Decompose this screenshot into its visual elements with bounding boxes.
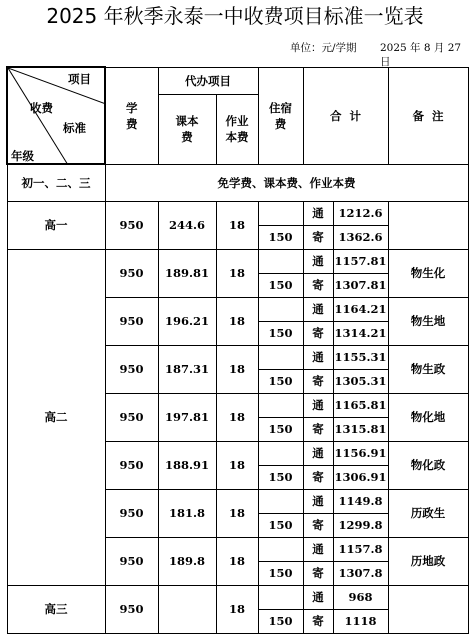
remark-cell: 历地政	[388, 537, 468, 585]
boarding-label-cell: 寄	[303, 369, 333, 393]
textbook-cell: 181.8	[158, 489, 216, 537]
header-lodging: 住宿费	[258, 67, 303, 164]
boarding-label-cell: 寄	[303, 465, 333, 489]
grade-cell: 高二	[7, 249, 105, 585]
tuition-cell: 950	[105, 537, 158, 585]
lodging-empty-cell	[258, 537, 303, 561]
day-label-cell: 通	[303, 585, 333, 609]
boarding-label-cell: 寄	[303, 417, 333, 441]
homework-cell: 18	[216, 585, 258, 633]
boarding-total-cell: 1362.6	[333, 225, 388, 249]
day-label-cell: 通	[303, 345, 333, 369]
textbook-cell: 189.81	[158, 249, 216, 297]
header-tuition: 学费	[105, 67, 158, 164]
corner-grade-label: 年级	[11, 149, 34, 163]
textbook-cell: 189.8	[158, 537, 216, 585]
remark-cell: 物生政	[388, 345, 468, 393]
boarding-total-cell: 1305.31	[333, 369, 388, 393]
tuition-cell: 950	[105, 201, 158, 249]
textbook-cell: 197.81	[158, 393, 216, 441]
day-total-cell: 1212.6	[333, 201, 388, 225]
lodging-cell: 150	[258, 321, 303, 345]
header-textbook: 课本费	[158, 94, 216, 164]
day-label-cell: 通	[303, 297, 333, 321]
tuition-cell: 950	[105, 249, 158, 297]
boarding-total-cell: 1315.81	[333, 417, 388, 441]
day-total-cell: 968	[333, 585, 388, 609]
boarding-total-cell: 1299.8	[333, 513, 388, 537]
homework-cell: 18	[216, 537, 258, 585]
day-label-cell: 通	[303, 249, 333, 273]
remark-cell	[388, 585, 468, 633]
boarding-total-cell: 1314.21	[333, 321, 388, 345]
lodging-cell: 150	[258, 417, 303, 441]
grade-cell: 高三	[7, 585, 105, 633]
lodging-cell: 150	[258, 273, 303, 297]
table-row	[7, 201, 468, 225]
homework-cell: 18	[216, 297, 258, 345]
tuition-cell: 950	[105, 393, 158, 441]
textbook-cell	[158, 585, 216, 633]
boarding-total-cell: 1307.81	[333, 273, 388, 297]
lodging-cell: 150	[258, 609, 303, 633]
boarding-label-cell: 寄	[303, 321, 333, 345]
lodging-empty-cell	[258, 249, 303, 273]
corner-fee-label: 收费	[30, 101, 53, 115]
day-label-cell: 通	[303, 441, 333, 465]
table-row	[7, 585, 468, 609]
remark-cell: 物化政	[388, 441, 468, 489]
lodging-cell: 150	[258, 225, 303, 249]
corner-header-cell	[7, 67, 105, 164]
junior-grade-cell: 初一、二、三	[7, 164, 105, 201]
homework-cell: 18	[216, 249, 258, 297]
lodging-cell: 150	[258, 513, 303, 537]
boarding-total-cell: 1307.8	[333, 561, 388, 585]
day-total-cell: 1164.21	[333, 297, 388, 321]
day-label-cell: 通	[303, 201, 333, 225]
junior-note-cell: 免学费、课本费、作业本费	[105, 164, 468, 201]
corner-item-label: 项目	[68, 72, 91, 86]
unit-label: 单位：元/学期	[290, 42, 357, 54]
homework-cell: 18	[216, 441, 258, 489]
table-row	[7, 249, 468, 273]
tuition-cell: 950	[105, 297, 158, 345]
header-total: 合 计	[303, 67, 388, 164]
lodging-cell: 150	[258, 465, 303, 489]
day-label-cell: 通	[303, 537, 333, 561]
day-total-cell: 1157.8	[333, 537, 388, 561]
lodging-empty-cell	[258, 393, 303, 417]
remark-cell: 物生地	[388, 297, 468, 345]
lodging-cell: 150	[258, 369, 303, 393]
textbook-cell: 196.21	[158, 297, 216, 345]
homework-cell: 18	[216, 345, 258, 393]
day-total-cell: 1165.81	[333, 393, 388, 417]
remark-cell: 物化地	[388, 393, 468, 441]
day-total-cell: 1155.31	[333, 345, 388, 369]
boarding-label-cell: 寄	[303, 609, 333, 633]
day-total-cell: 1149.8	[333, 489, 388, 513]
homework-cell: 18	[216, 489, 258, 537]
boarding-label-cell: 寄	[303, 273, 333, 297]
corner-standard-label: 标准	[63, 121, 86, 135]
page-title: 2025 年秋季永泰一中收费项目标准一览表	[46, 4, 424, 28]
grade-cell: 高一	[7, 201, 105, 249]
lodging-empty-cell	[258, 345, 303, 369]
lodging-empty-cell	[258, 441, 303, 465]
lodging-empty-cell	[258, 201, 303, 225]
tuition-cell: 950	[105, 345, 158, 393]
remark-cell: 物生化	[388, 249, 468, 297]
day-total-cell: 1157.81	[333, 249, 388, 273]
homework-cell: 18	[216, 393, 258, 441]
textbook-cell: 188.91	[158, 441, 216, 489]
lodging-empty-cell	[258, 297, 303, 321]
boarding-total-cell: 1306.91	[333, 465, 388, 489]
day-total-cell: 1156.91	[333, 441, 388, 465]
remark-cell	[388, 201, 468, 249]
day-label-cell: 通	[303, 393, 333, 417]
tuition-cell: 950	[105, 489, 158, 537]
fee-table	[6, 66, 469, 634]
tuition-cell: 950	[105, 585, 158, 633]
lodging-empty-cell	[258, 585, 303, 609]
homework-cell: 18	[216, 201, 258, 249]
boarding-label-cell: 寄	[303, 225, 333, 249]
header-homework: 作业本费	[216, 94, 258, 164]
textbook-cell: 187.31	[158, 345, 216, 393]
day-label-cell: 通	[303, 489, 333, 513]
boarding-label-cell: 寄	[303, 513, 333, 537]
date-label: 2025 年 8 月 27 日	[380, 42, 462, 68]
lodging-cell: 150	[258, 561, 303, 585]
boarding-total-cell: 1118	[333, 609, 388, 633]
boarding-label-cell: 寄	[303, 561, 333, 585]
header-agency: 代办项目	[158, 67, 258, 94]
tuition-cell: 950	[105, 441, 158, 489]
remark-cell: 历政生	[388, 489, 468, 537]
lodging-empty-cell	[258, 489, 303, 513]
textbook-cell: 244.6	[158, 201, 216, 249]
header-remarks: 备 注	[388, 67, 468, 164]
